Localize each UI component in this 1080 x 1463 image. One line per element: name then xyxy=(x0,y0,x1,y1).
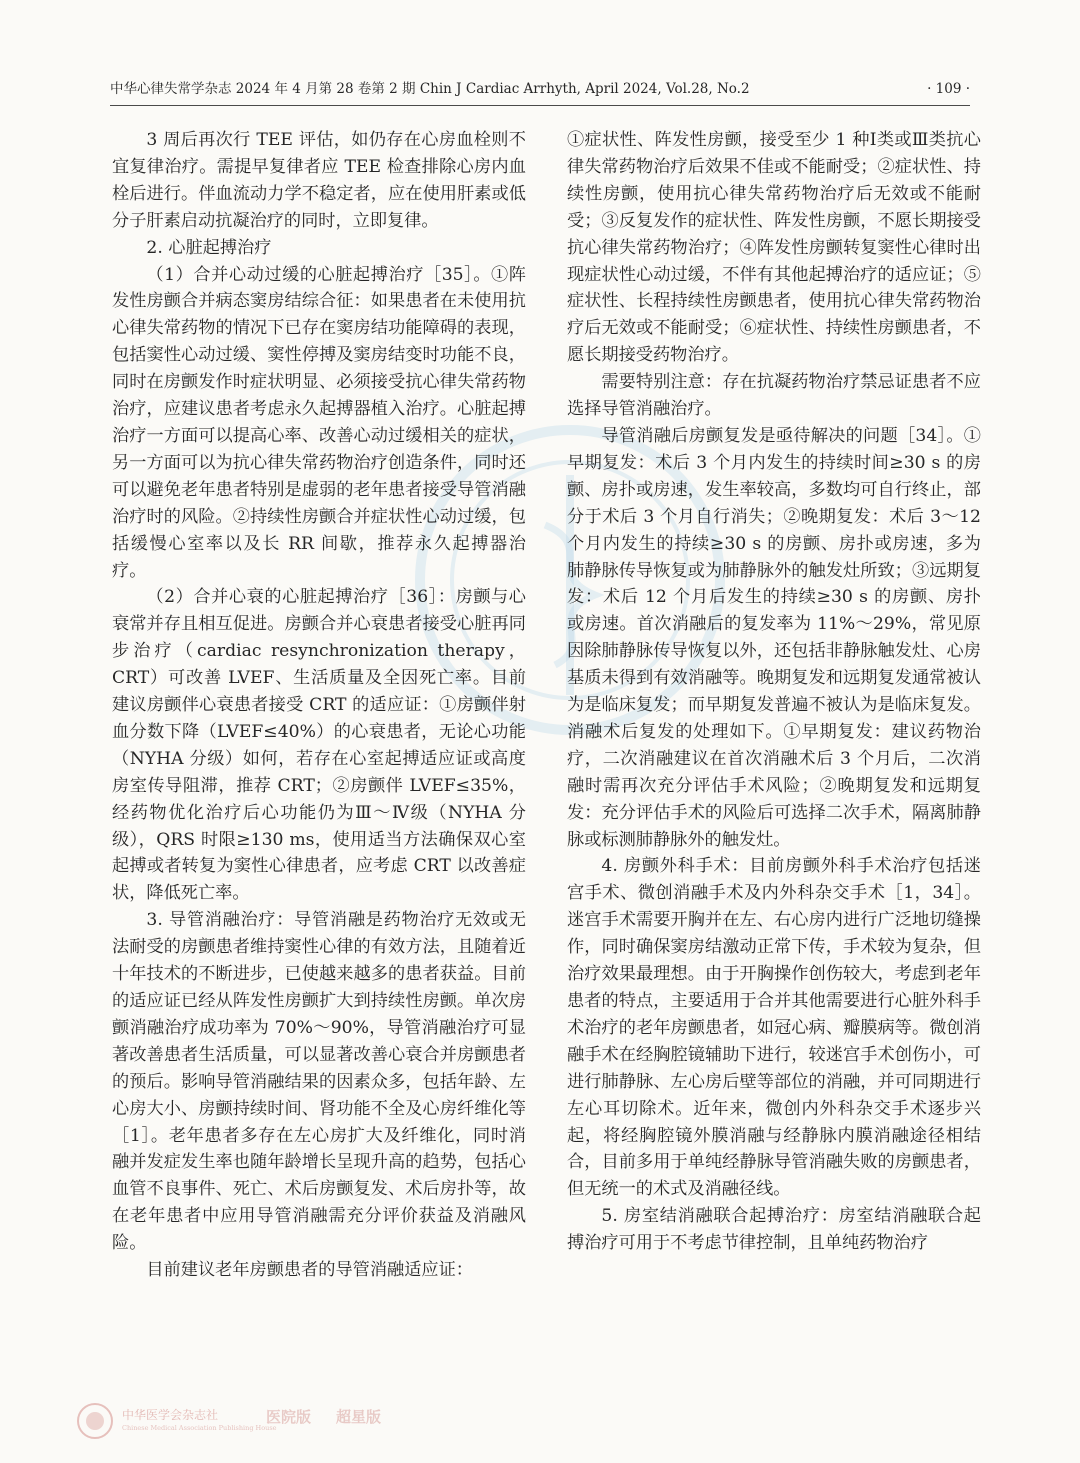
section-heading: 2. 心脏起搏治疗 xyxy=(146,237,272,258)
paragraph: 3 周后再次行 TEE 评估，如仍存在心房血栓则不宜复律治疗。需提早复律者应 TEE 检查排除心房内血栓后进行。伴血流动力学不稳定者，应在使用肝素或低分子肝素启动抗凝治疗的同时，立即复律。 xyxy=(112,130,526,231)
header-rule xyxy=(110,105,970,106)
brand-mark: 医院版 xyxy=(266,1408,312,1426)
right-column xyxy=(567,127,981,1257)
paragraph: 5. 房室结消融联合起搏治疗：房室结消融联合起搏治疗可用于不考虑节律控制，且单纯药物治疗 xyxy=(567,1206,981,1254)
paragraph: 导管消融后房颤复发是亟待解决的问题［34］。①早期复发：术后 3 个月内发生的持续时间≥30 s 的房颤、房扑或房速，发生率较高，多数均可自行终止，部分于术后 3 个月自行消失；②晚期复发：术后 3～12 个月内发生的持续≥30 s 的房颤、房扑或房速，多为肺静脉传导恢复或为肺静脉外的触发灶所致；③远期复发：术后 12 个月后发生的持续≥30 s 的房颤、房扑或房速。首次消融后的复发率为 11%～29%，常见原因除肺静脉传导恢复以外，还包括非静脉触发灶、心房基质未得到有效消融等。晚期复发和远期复发通常被认为是临床复发；而早期复发普遍不被认为是临床复发。消融术后复发的处理如下。①早期复发：建议药物治疗，二次消融建议在首次消融术后 3 个月后，二次消融时需再次充分评估手术风险；②晚期复发和远期复发：充分评估手术的风险后可选择二次手术，隔离肺静脉或标测肺静脉外的触发灶。 xyxy=(567,425,981,850)
publisher-seal-icon xyxy=(76,1402,114,1440)
paragraph: 目前建议老年房颤患者的导管消融适应证： xyxy=(146,1260,473,1281)
paragraph: ①症状性、阵发性房颤，接受至少 1 种Ⅰ类或Ⅲ类抗心律失常药物治疗后效果不佳或不能耐受；②症状性、持续性房颤，使用抗心律失常药物治疗后无效或不能耐受；③反复发作的症状性、阵发性房颤，不愿长期接受抗心律失常药物治疗；④阵发性房颤转复窦性心律时出现症状性心动过缓，不伴有其他起搏治疗的适应证；⑤症状性、长程持续性房颤患者，使用抗心律失常药物治疗后无效或不能耐受；⑥症状性、持续性房颤患者，不愿长期接受药物治疗。 xyxy=(567,130,981,366)
publisher-name: 中华医学会杂志社 xyxy=(122,1408,219,1422)
brand-mark: 超星版 xyxy=(336,1408,382,1426)
paragraph: （1）合并心动过缓的心脏起搏治疗［35］。①阵发性房颤合并病态窦房结综合征：如果患者在未使用抗心律失常药物的情况下已存在窦房结功能障碍的表现，包括窦性心动过缓、窦性停搏及窦房结变时功能不良，同时在房颤发作时症状明显、必须接受抗心律失常药物治疗，应建议患者考虑永久起搏器植入治疗。心脏起搏治疗一方面可以提高心率、改善心动过缓相关的症状，另一方面可以为抗心律失常药物治疗创造条件，同时还可以避免老年患者特别是虚弱的老年患者接受导管消融治疗时的风险。②持续性房颤合并症状性心动过缓，包括缓慢心室率以及长 RR 间歇，推荐永久起搏器治疗。 xyxy=(112,264,526,581)
paragraph: 需要特别注意：存在抗凝药物治疗禁忌证患者不应选择导管消融治疗。 xyxy=(567,372,981,420)
paragraph: 4. 房颤外科手术：目前房颤外科手术治疗包括迷宫手术、微创消融手术及内外科杂交手术［1，34］。迷宫手术需要开胸并在左、右心房内进行广泛地切缝操作，同时确保窦房结激动正常下传，手术较为复杂，但治疗效果最理想。由于开胸操作创伤较大，考虑到老年患者的特点，主要适用于合并其他需要进行心脏外科手术治疗的老年房颤患者，如冠心病、瓣膜病等。微创消融手术在经胸腔镜辅助下进行，较迷宫手术创伤小，可进行肺静脉、左心房后壁等部位的消融，并可同期进行左心耳切除术。近年来，微创内外科杂交手术逐步兴起，将经胸腔镜外膜消融与经静脉内膜消融途径相结合，目前多用于单纯经静脉导管消融失败的房颤患者，但无统一的术式及消融径线。 xyxy=(567,856,981,1200)
publisher-footer xyxy=(76,1400,496,1442)
paragraph: （2）合并心衰的心脏起搏治疗［36］：房颤与心衰常并存且相互促进。房颤合并心衰患者接受心脏再同步治疗（cardiac resynchronization therapy，CRT）可改善 LVEF、生活质量及全因死亡率。目前建议房颤伴心衰患者接受 CRT 的适应证：①房颤伴射血分数下降（LVEF≤40%）的心衰患者，无论心功能（NYHA 分级）如何，若存在心室起搏适应证或高度房室传导阻滞，推荐 CRT；②房颤伴 LVEF≤35%，经药物优化治疗后心功能仍为Ⅲ～Ⅳ级（NYHA 分级），QRS 时限≥130 ms，使用适当方法确保双心室起搏或者转复为窦性心律患者，应考虑 CRT 以改善症状，降低死亡率。 xyxy=(112,587,526,904)
left-column xyxy=(112,127,526,1284)
running-head xyxy=(110,76,970,102)
journal-citation: 中华心律失常学杂志 2024 年 4 月第 28 卷第 2 期 Chin J Cardiac Arrhyth, April 2024, Vol.28, No.2 xyxy=(110,81,750,97)
page-number: · 109 · xyxy=(927,81,970,97)
paragraph: 3. 导管消融治疗：导管消融是药物治疗无效或无法耐受的房颤患者维持窦性心律的有效方法，且随着近十年技术的不断进步，已使越来越多的患者获益。目前的适应证已经从阵发性房颤扩大到持续性房颤。单次房颤消融治疗成功率为 70%～90%，导管消融治疗可显著改善患者生活质量，可以显著改善心衰合并房颤患者的预后。影响导管消融结果的因素众多，包括年龄、左心房大小、房颤持续时间、肾功能不全及心房纤维化等［1］。老年患者多存在左心房扩大及纤维化，同时消融并发症发生率也随年龄增长呈现升高的趋势，包括心血管不良事件、死亡、术后房颤复发、术后房扑等，故在老年患者中应用导管消融需充分评价获益及消融风险。 xyxy=(112,910,526,1254)
publisher-english-name: Chinese Medical Association Publishing House xyxy=(122,1424,277,1432)
